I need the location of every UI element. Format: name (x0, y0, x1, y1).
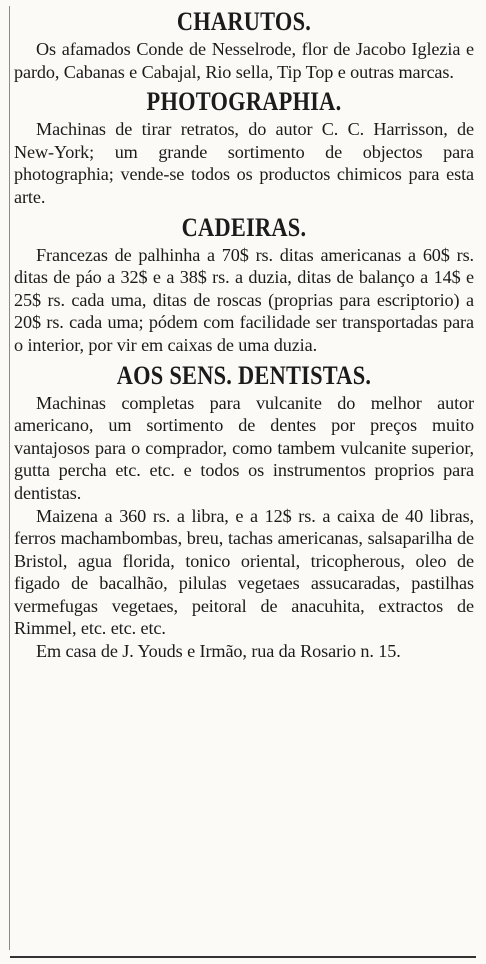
paragraph-address: Em casa de J. Youds e Irmão, rua da Rosario n. 15. (36, 641, 401, 662)
bottom-rule (10, 956, 476, 958)
heading-photographia: PHOTOGRAPHIA. (146, 87, 342, 117)
paragraph-dentistas: Machinas completas para vulcanite do melhor autor americano, um sortimento de dentes por preços muito vantajosos para o comprador, como tambem vulcanite superior, gutta percha etc. etc. e todos os instrumentos proprios para dentistas. (14, 392, 474, 503)
heading-dentistas: AOS SENS. DENTISTAS. (116, 360, 372, 390)
heading-charutos: CHARUTOS. (176, 7, 312, 36)
paragraph-cadeiras: Francezas de palhinha a 70$ rs. ditas americanas a 60$ rs. ditas de páo a 32$ e a 38$ rs. a duzia, ditas de balanço a 14$ e 25$ rs. cada uma, ditas de roscas (proprias para escriptorio) a 20$ rs. cada uma; pódem com facilidade ser transportadas para o interior, por vir em caixas de uma duzia. (14, 244, 474, 355)
paragraph-photographia: Machinas de tirar retratos, do autor C. C. Harrisson, de New-York; um grande sortimento de objectos para photographia; vende-se todos os productos chimicos para esta arte. (14, 119, 474, 207)
paragraph-maizena: Maizena a 360 rs. a libra, e a 12$ rs. a caixa de 40 libras, ferros machambombas, breu, tachas americanas, salsaparilha de Bristol, agua florida, tonico oriental, tricopherous, oleo de figado de bacalhão, pilulas vegetaes assucaradas, pastilhas vermefugas vegetaes, peitoral de anacuhita, extractos de Rimmel, etc. etc. etc. (14, 505, 474, 639)
left-column-rule (9, 6, 10, 950)
paragraph-charutos: Os afamados Conde de Nesselrode, flor de Jacobo Iglezia e pardo, Cabanas e Cabajal, Rio sella, Tip Top e outras marcas. (14, 39, 474, 82)
heading-cadeiras: CADEIRAS. (181, 212, 307, 242)
advertisement-column (14, 6, 474, 663)
